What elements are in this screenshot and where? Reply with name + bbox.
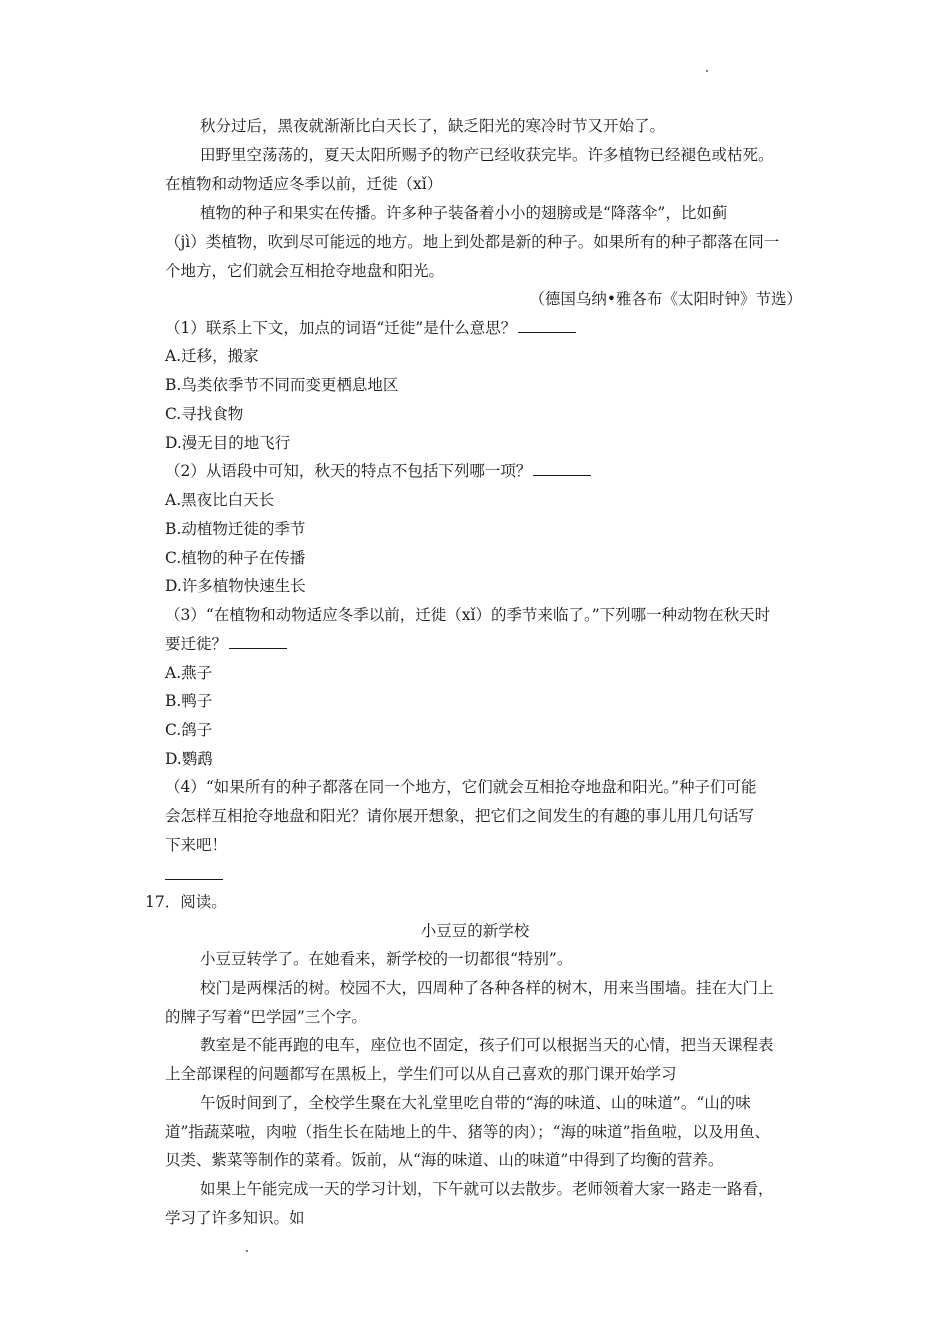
question-3-option: B.鸭子 — [165, 692, 213, 710]
question-1-option: A.迁移，搬家 — [165, 347, 259, 365]
passage-source: （德国乌纳•雅各布《太阳时钟》节选） — [529, 290, 802, 308]
question-1-option: D.漫无目的地飞行 — [165, 434, 291, 452]
passage-paragraph: 校门是两棵活的树。校园不大，四周种了各种各样的树木，用来当围墙。挂在大门上 — [200, 979, 774, 997]
passage-paragraph-cont: 个地方，它们就会互相抢夺地盘和阳光。 — [165, 262, 445, 280]
answer-blank[interactable] — [518, 318, 576, 333]
passage-paragraph: 如果上午能完成一天的学习计划，下午就可以去散步。老师领着大家一路走一路看， — [200, 1180, 774, 1198]
question-2-option: B.动植物迁徙的季节 — [165, 520, 306, 538]
answer-blank[interactable] — [165, 879, 223, 880]
question-1-stem: （1）联系上下文，加点的词语“迁徙”是什么意思？ — [165, 318, 576, 338]
question-3-option: A.燕子 — [165, 664, 213, 682]
passage-paragraph: 小豆豆转学了。在她看来，新学校的一切都很“特别”。 — [200, 950, 573, 968]
answer-blank[interactable] — [533, 461, 591, 476]
passage-paragraph: 秋分过后，黑夜就渐渐比白天长了，缺乏阳光的寒冷时节又开始了。 — [200, 117, 666, 135]
question-3-stem: （3）“在植物和动物适应冬季以前，迁徙（xǐ）的季节来临了。”下列哪一种动物在秋天时 — [165, 606, 771, 624]
question-4-stem: （4）“如果所有的种子都落在同一个地方，它们就会互相抢夺地盘和阳光。”种子们可能 — [165, 778, 757, 796]
passage-paragraph: 田野里空荡荡的，夏天太阳所赐予的物产已经收获完毕。许多植物已经褪色或枯死。 — [200, 146, 774, 164]
question-2-option: D.许多植物快速生长 — [165, 577, 306, 595]
footer-dot — [246, 1250, 248, 1252]
passage-title: 小豆豆的新学校 — [420, 922, 530, 940]
passage-paragraph-cont: 道”指蔬菜啦，肉啦（指生长在陆地上的牛、猪等的肉）；“海的味道”指鱼啦，以及用鱼、 — [165, 1123, 771, 1141]
question-1-option: B.鸟类依季节不同而变更栖息地区 — [165, 376, 399, 394]
header-dot — [706, 70, 708, 72]
answer-blank[interactable] — [229, 634, 287, 649]
passage-paragraph-cont: 上全部课程的问题都写在黑板上，学生们可以从自己喜欢的那门课开始学习 — [165, 1065, 677, 1083]
question-2-option: C.植物的种子在传播 — [165, 549, 306, 567]
question-3-stem-cont: 要迁徙？ — [165, 634, 287, 654]
passage-paragraph-cont: 学习了许多知识。如 — [165, 1209, 305, 1227]
passage-paragraph: 午饭时间到了，全校学生聚在大礼堂里吃自带的“海的味道、山的味道”。“山的味 — [200, 1094, 751, 1112]
question-4-stem-cont: 会怎样互相抢夺地盘和阳光？请你展开想象，把它们之间发生的有趣的事儿用几句话写 — [165, 807, 755, 825]
question-3-option: C.鸽子 — [165, 721, 213, 739]
question-17-heading: 17．阅读。 — [145, 893, 227, 911]
question-1-option: C.寻找食物 — [165, 405, 244, 423]
question-2-option: A.黑夜比白天长 — [165, 491, 275, 509]
passage-paragraph-cont: （jì）类植物，吹到尽可能远的地方。地上到处都是新的种子。如果所有的种子都落在同一 — [165, 233, 780, 251]
passage-paragraph: 教室是不能再跑的电车，座位也不固定，孩子们可以根据当天的心情，把当天课程表 — [200, 1036, 774, 1054]
passage-paragraph-cont: 贝类、紫菜等制作的菜肴。饭前，从“海的味道、山的味道”中得到了均衡的营养。 — [165, 1151, 724, 1169]
question-2-stem: （2）从语段中可知，秋天的特点不包括下列哪一项？ — [165, 461, 591, 481]
passage-paragraph-cont: 在植物和动物适应冬季以前，迁徙（xǐ） — [165, 175, 443, 193]
question-4-stem-cont: 下来吧！ — [165, 836, 228, 854]
question-3-option: D.鹦鹉 — [165, 750, 213, 768]
passage-paragraph-cont: 的牌子写着“巴学园”三个字。 — [165, 1008, 367, 1026]
passage-paragraph: 植物的种子和果实在传播。许多种子装备着小小的翅膀或是“降落伞”，比如蓟 — [200, 204, 728, 222]
